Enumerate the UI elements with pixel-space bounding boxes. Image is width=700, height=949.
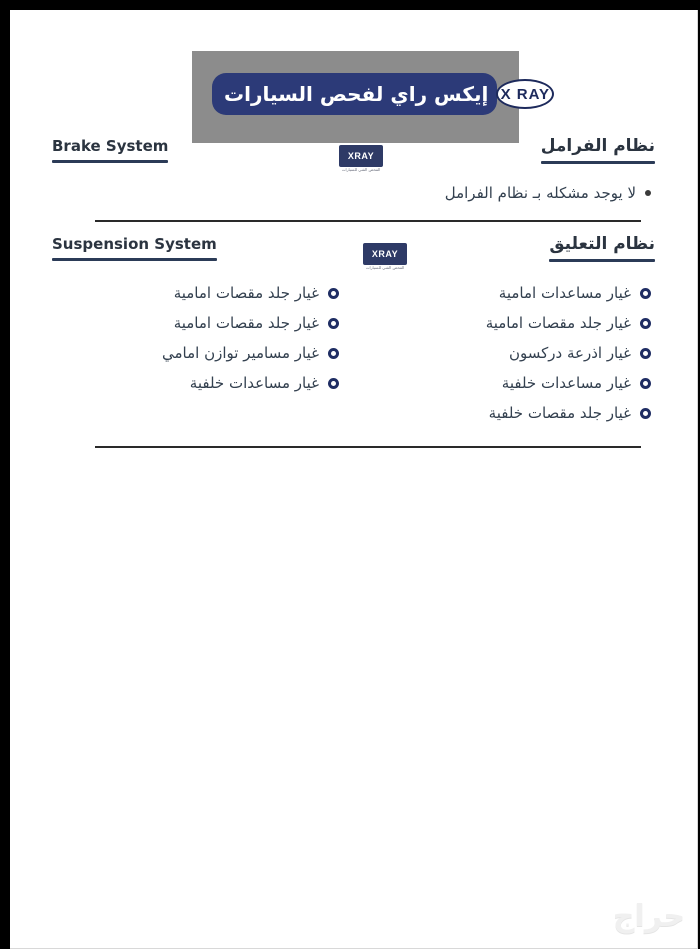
watermark-logo-text: XRAY: [371, 248, 399, 259]
section-title-brake-en-label: Brake System: [52, 137, 169, 155]
company-logo-badge: [212, 73, 551, 115]
list-item: [162, 338, 339, 368]
list-item: [162, 278, 339, 308]
header-band: [192, 51, 551, 143]
bullet-ring-icon: [328, 348, 339, 359]
list-item-label: غيار جلد مقصات امامية: [173, 313, 319, 332]
list-item-label: غيار جلد مقصات خلفية: [488, 403, 631, 422]
brake-findings-list: [445, 178, 651, 208]
bullet-ring-icon: [328, 378, 339, 389]
bullet-ring-icon: [328, 318, 339, 329]
section-divider: [95, 446, 641, 448]
suspension-findings-list-left: [162, 278, 339, 398]
list-item: [486, 278, 651, 308]
bullet-ring-icon: [640, 348, 651, 359]
section-divider: [95, 220, 641, 222]
list-item: [445, 178, 651, 208]
list-item: [162, 308, 339, 338]
section-title-brake-ar: [541, 136, 655, 164]
report-page: [10, 10, 698, 949]
watermark-logo-subtitle: الفحص الفني للسيارات: [365, 265, 405, 270]
list-item: [486, 368, 651, 398]
section-title-suspension-ar: [549, 234, 655, 262]
list-item: [486, 308, 651, 338]
section-title-brake-en: [52, 137, 168, 163]
section-underline: [549, 259, 655, 262]
section-underline: [52, 258, 217, 261]
company-name-text: إيكس راي لفحص السيارات: [224, 82, 489, 106]
list-item-label: غيار مسامير توازن امامي: [162, 343, 319, 362]
watermark-logo-subtitle: الفحص الفني للسيارات: [341, 167, 381, 172]
section-title-suspension-en: [52, 235, 217, 261]
bullet-ring-icon: [640, 378, 651, 389]
watermark-logo-text: XRAY: [347, 150, 375, 161]
bullet-dot-icon: [645, 190, 651, 196]
section-underline: [541, 161, 655, 164]
bullet-ring-icon: [640, 408, 651, 419]
logo-xray-text: X RAY: [500, 85, 551, 103]
section-title-suspension-ar-label: نظام التعليق: [549, 234, 655, 254]
list-item-label: غيار جلد مقصات امامية: [173, 283, 319, 302]
list-item-label: لا يوجد مشكله بـ نظام الفرامل: [444, 183, 636, 202]
page-watermark: حراج: [612, 899, 685, 934]
list-item-label: غيار مساعدات خلفية: [189, 373, 319, 392]
list-item-label: غيار اذرعة دركسون: [508, 343, 631, 362]
list-item: [486, 338, 651, 368]
list-item: [162, 368, 339, 398]
section-title-brake-ar-label: نظام الفرامل: [540, 136, 655, 156]
watermark-logo-icon: [363, 243, 407, 265]
bullet-ring-icon: [640, 288, 651, 299]
section-title-suspension-en-label: Suspension System: [52, 235, 217, 253]
section-underline: [52, 160, 168, 163]
list-item-label: غيار جلد مقصات امامية: [485, 313, 631, 332]
bullet-ring-icon: [328, 288, 339, 299]
suspension-findings-list-right: [486, 278, 651, 428]
watermark-logo-icon: [339, 145, 383, 167]
list-item-label: غيار مساعدات خلفية: [501, 373, 631, 392]
list-item-label: غيار مساعدات امامية: [498, 283, 631, 302]
xray-logo-icon: [496, 79, 554, 109]
list-item: [486, 398, 651, 428]
bullet-ring-icon: [640, 318, 651, 329]
